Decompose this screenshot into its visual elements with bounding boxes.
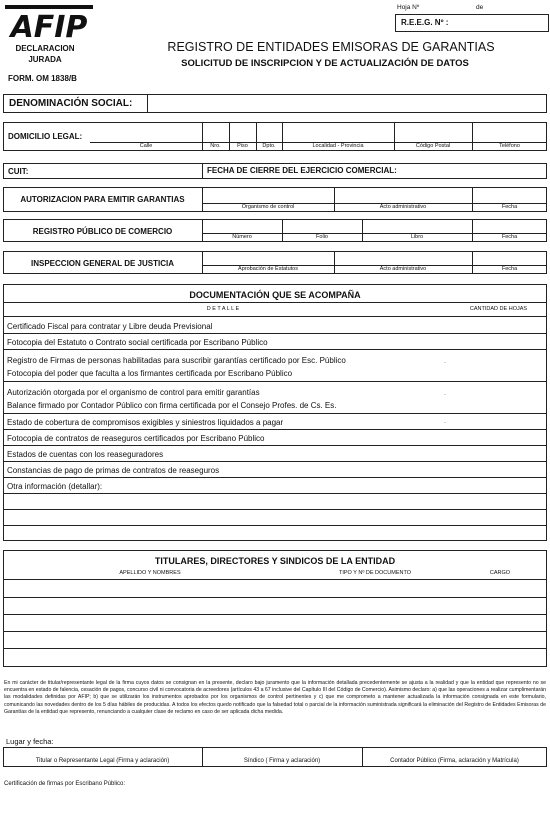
col-acto-admin-insp: Acto administrativo	[379, 266, 427, 272]
certificacion-label: Certificación de firmas por Escribano Público:	[4, 781, 126, 787]
col-fecha-registro: Fecha	[501, 234, 518, 240]
doc-item: Certificado Fiscal para contratar y Libre deuda Previsional	[7, 322, 213, 331]
col-dpto: Dpto.	[262, 143, 276, 149]
lugar-fecha-label: Lugar y fecha:	[6, 737, 54, 746]
col-organismo: Organismo de control	[241, 204, 295, 210]
doc-item: Fotocopia del poder que faculta a los firmantes certificada por Escribano Público	[7, 369, 293, 378]
col-libro: Libro	[410, 234, 424, 240]
doc-item: Balance firmado por Contador Público con firma certificada por el Consejo Profes. de Cs. Es.	[7, 401, 337, 410]
hoja-label: Hoja Nº	[397, 4, 420, 11]
page-title: REGISTRO DE ENTIDADES EMISORAS DE GARANTIAS	[167, 40, 495, 54]
form-type-line2: JURADA	[28, 55, 62, 64]
col-aprobacion: Aprobación de Estatutos	[238, 266, 298, 272]
de-label: de	[476, 4, 484, 11]
cuit-label: CUIT:	[8, 167, 29, 176]
col-fecha-insp: Fecha	[501, 266, 518, 272]
doc-item: Estado de cobertura de compromisos exigibles y siniestros liquidados a pagar	[7, 418, 284, 427]
col-detalle: D E T A L L E	[206, 306, 240, 312]
doc-item: Estados de cuentas con los reaseguradores	[7, 450, 164, 459]
col-cargo: CARGO	[489, 570, 511, 576]
page-subtitle: SOLICITUD DE INSCRIPCION Y DE ACTUALIZACIÓN DE DATOS	[181, 58, 469, 69]
afip-logo	[5, 5, 93, 39]
doc-item: Constancias de pago de primas de contratos de reaseguros	[7, 466, 220, 475]
denominacion-label: DENOMINACIÓN SOCIAL:	[9, 98, 133, 109]
col-hojas: CANTIDAD DE HOJAS	[469, 306, 528, 312]
col-localidad: Localidad - Provincia	[312, 143, 364, 149]
inspeccion-label: INSPECCION GENERAL DE JUSTICIA	[31, 259, 174, 268]
col-folio: Folio	[316, 234, 328, 240]
col-piso: Piso	[237, 143, 248, 149]
hojas-marker: ·	[444, 360, 446, 366]
titulares-section	[3, 550, 547, 667]
firma-sindico: Síndico ( Firma y aclaración)	[243, 758, 321, 764]
doc-item: Registro de Firmas de personas habilitadas para suscribir garantías certificado por Esc. Público	[7, 356, 346, 365]
firma-titular: Titular o Representante Legal (Firma y aclaración)	[35, 758, 170, 764]
firmas-box[interactable]	[3, 747, 547, 767]
col-documento: TIPO Y Nº DE DOCUMENTO	[339, 570, 411, 576]
doc-item: Autorización otorgada por el organismo de control para emitir garantías	[7, 388, 260, 397]
doc-item: Otra información (detallar):	[7, 482, 103, 491]
titulares-title: TITULARES, DIRECTORES Y SINDICOS DE LA ENTIDAD	[154, 556, 396, 566]
doc-item: Fotocopia de contratos de reaseguros certificados por Escribano Público	[7, 434, 265, 443]
documentacion-title: DOCUMENTACIÓN QUE SE ACOMPAÑA	[189, 290, 361, 300]
registro-label: REGISTRO PÚBLICO DE COMERCIO	[32, 227, 173, 236]
autorizacion-label: AUTORIZACION PARA EMITIR GARANTIAS	[20, 195, 185, 204]
col-acto-admin: Acto administrativo	[379, 204, 427, 210]
form-type-line1: DECLARACION	[15, 44, 75, 53]
col-apellido: APELLIDO Y NOMBRES	[119, 570, 181, 576]
hojas-marker: ·	[444, 392, 446, 398]
doc-item: Fotocopia del Estatuto o Contrato social certificada por Escribano Público	[7, 338, 268, 347]
col-calle: Calle	[139, 143, 153, 149]
col-fecha: Fecha	[501, 204, 518, 210]
domicilio-label: DOMICILIO LEGAL:	[8, 132, 83, 141]
col-numero: Número	[232, 234, 252, 240]
hojas-marker: ·	[444, 420, 446, 426]
firma-contador: Contador Público (Firma, aclaración y Matrícula)	[390, 758, 519, 764]
form-code: FORM. OM 1838/B	[8, 74, 77, 83]
declaracion-jurada-text: En mi carácter de titular/representante legal de la firma cuyos datos se consignan en la presente, declaro bajo juramento que la información detallada precedentemente se ajusta a la realidad y que la entidad que represento no se encuentra en estado de falencia, cesación de pagos, concurso civil ni convocatoria de acreedores (artículos 43 a 67 inclusive del Capítulo III del Código de Comercio). Asimismo declaro: a) que las operaciones a realizar cumplimentarán las modalidades definidas por AFIP; b) que se utilizarán los instrumentos aprobados por los organismos de control pertinentes y c) que me comprometo a mantener actualizada la información consignada en este formulario, comunicando las novedades dentro de los 5 días hábiles de producidas. A todos los efectos quedo notificado que la falsedad total o parcial de la información suministrada significará la eliminación del Registro de Entidades Emisoras de Garantías de la entidad que represento, renunciando a cualquier clase de reclamo en caso de ser aplicada dicha medida.	[4, 680, 546, 715]
logo-text: AFIP	[10, 10, 88, 39]
reeg-label: R.E.E.G. Nº :	[401, 18, 449, 27]
col-codigo-postal: Código Postal	[415, 143, 451, 149]
col-nro: Nro.	[210, 143, 221, 149]
col-telefono: Teléfono	[499, 143, 520, 149]
fecha-cierre-label: FECHA DE CIERRE DEL EJERCICIO COMERCIAL:	[207, 166, 397, 175]
